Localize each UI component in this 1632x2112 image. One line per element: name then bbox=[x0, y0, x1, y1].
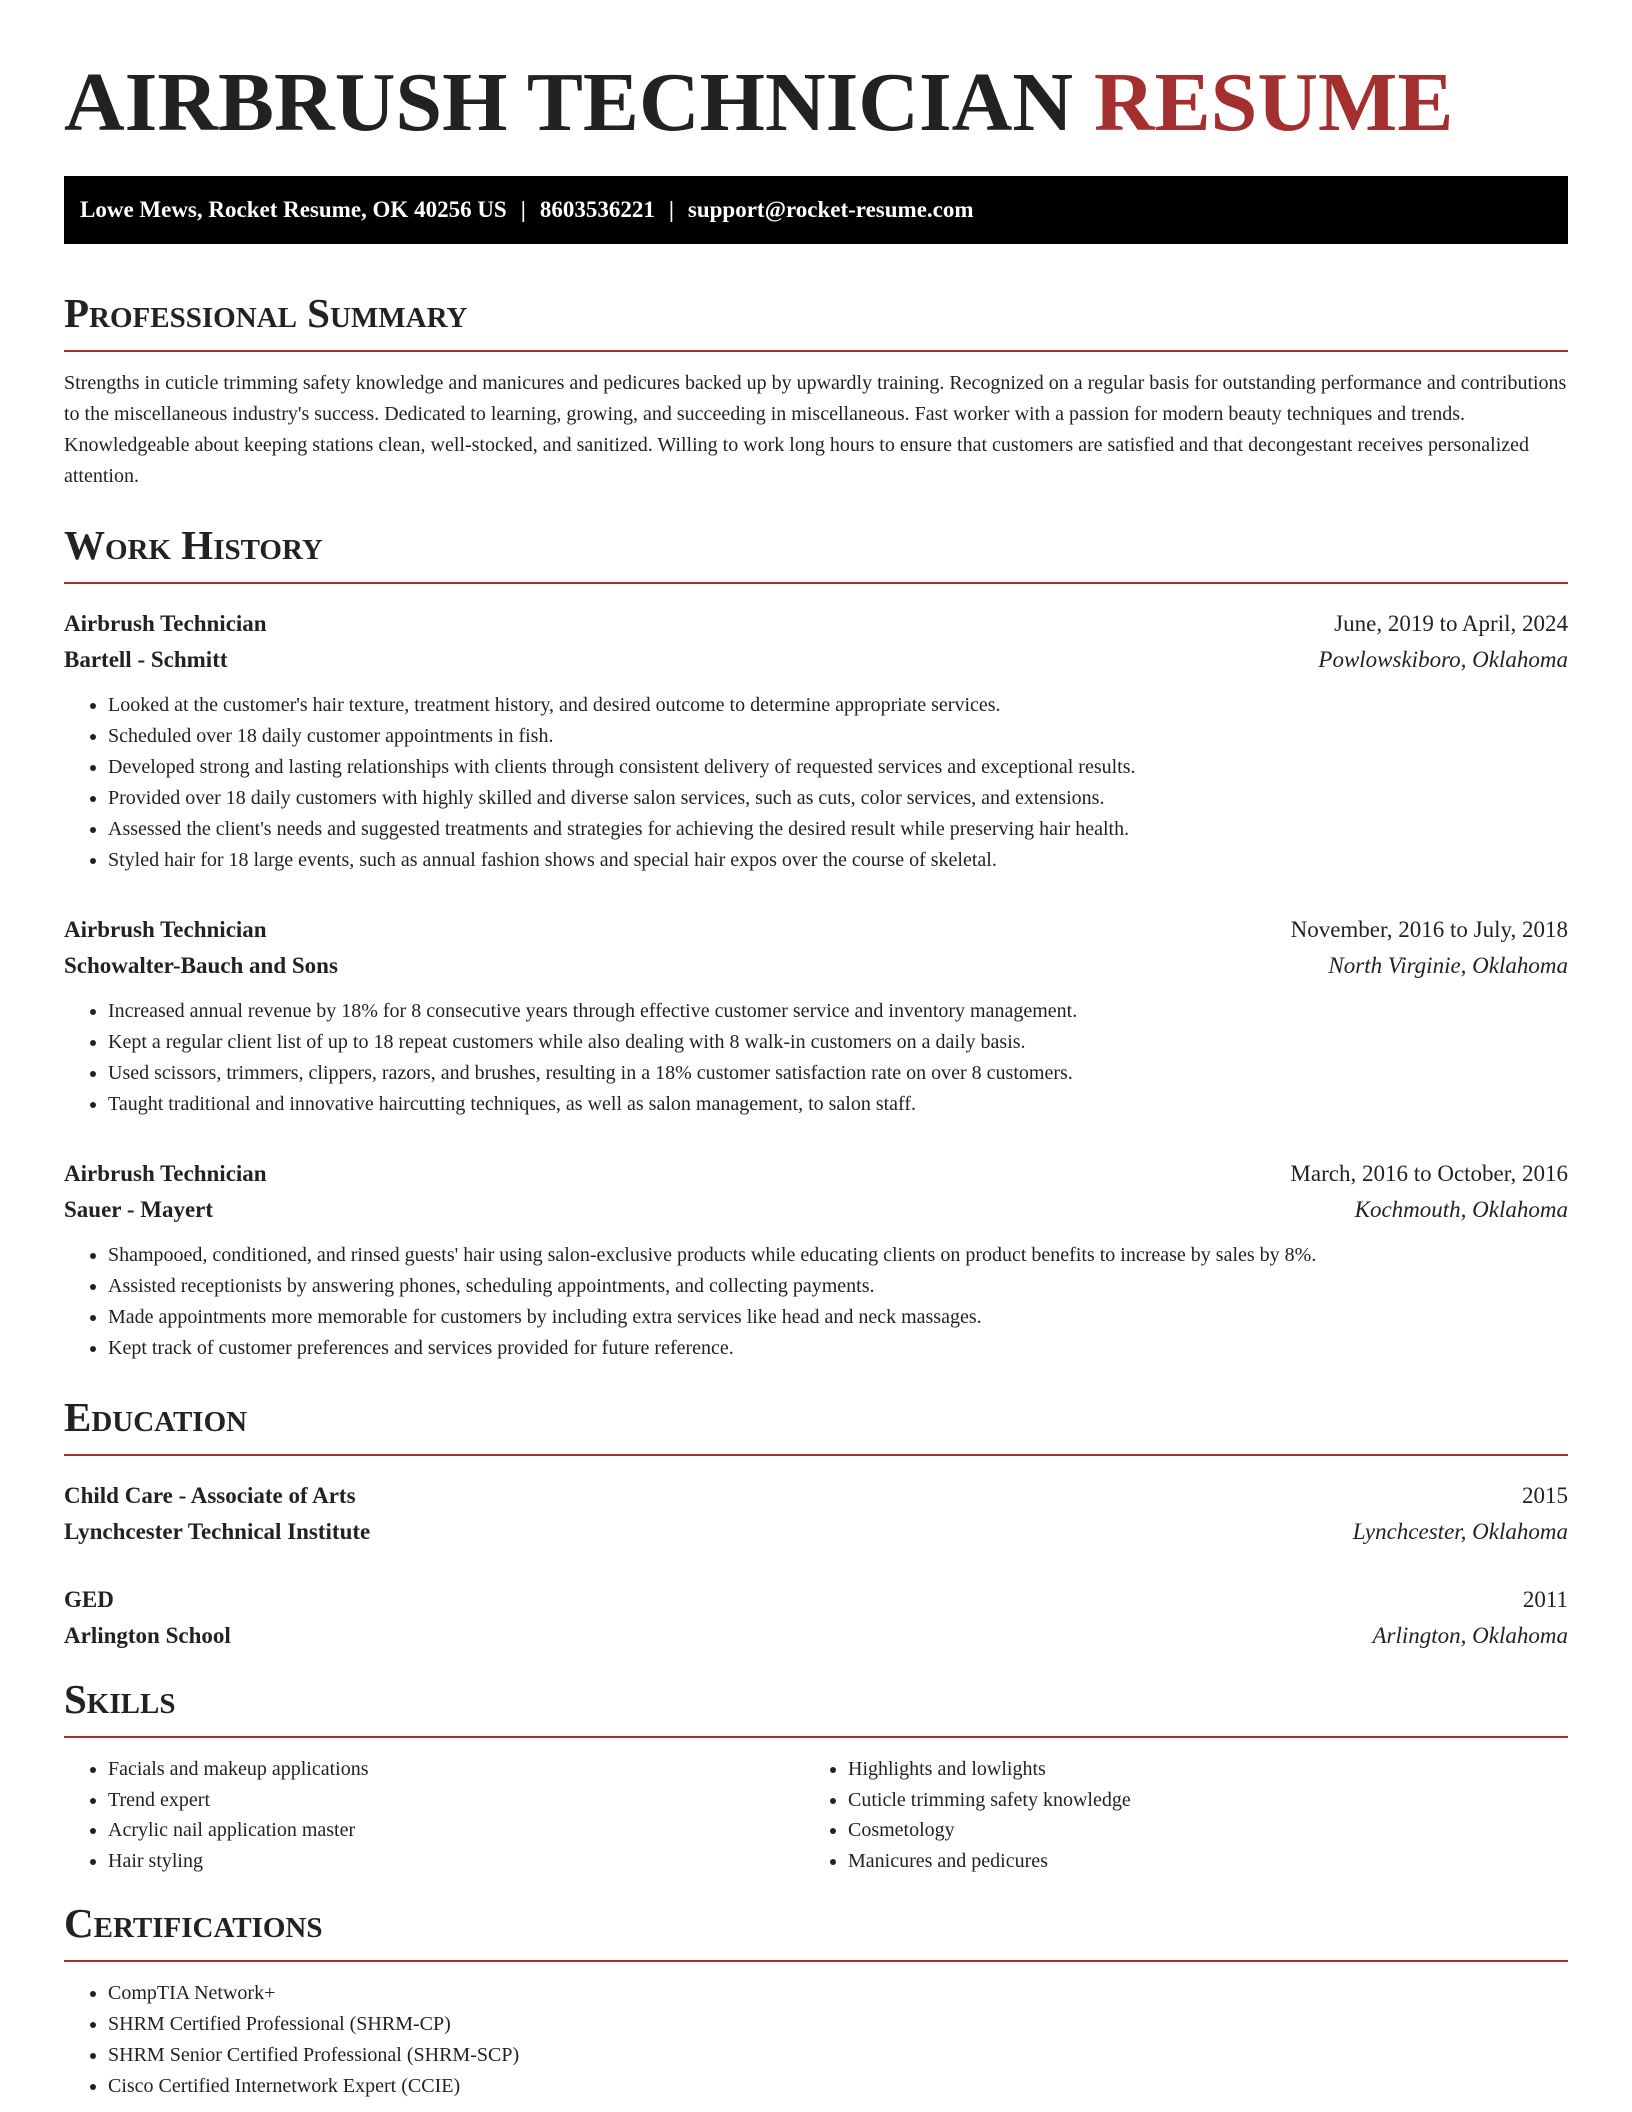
job-bullet: • Assisted receptionists by answering phones, scheduling appointments, and collecting payments. bbox=[108, 1271, 1568, 1302]
job-bullet: • Assessed the client's needs and suggested treatments and strategies for achieving the desired result while preserving hair health. bbox=[108, 814, 1568, 845]
certification-item: • SHRM Certified Professional (SHRM-CP) bbox=[108, 2009, 1568, 2040]
summary-text: Strengths in cuticle trimming safety knowledge and manicures and pedicures backed up by upwardly training. Recognized on a regular basis for outstanding performance and contributions to the miscellaneous industry's success. Dedicated to learning, growing, and succeeding in miscellaneous. Fast worker with a passion for modern beauty techniques and trends. Knowledgeable about keeping stations clean, well-stocked, and sanitized. Willing to work long hours to ensure that customers are satisfied and that decongestant receives personalized attention. bbox=[64, 372, 1567, 487]
job-bullet: • Provided over 18 daily customers with highly skilled and diverse salon services, such as cuts, color services, and extensions. bbox=[108, 783, 1568, 814]
contact-separator: | bbox=[520, 197, 526, 222]
job-bullet: • Used scissors, trimmers, clippers, razors, and brushes, resulting in a 18% customer satisfaction rate on over 8 customers. bbox=[108, 1058, 1568, 1089]
skill-item: • Highlights and lowlights bbox=[848, 1754, 1544, 1785]
skill-item: • Facials and makeup applications bbox=[108, 1754, 804, 1785]
skill-item: • Trend expert bbox=[108, 1785, 804, 1816]
section-title-summary: Professional Summary bbox=[64, 288, 1568, 352]
education-year: 2015 bbox=[1522, 1483, 1568, 1508]
certification-item: • CompTIA Network+ bbox=[108, 1978, 1568, 2009]
education-school: Arlington School bbox=[64, 1623, 231, 1648]
job-dates: March, 2016 to October, 2016 bbox=[1290, 1161, 1568, 1186]
job-role: Airbrush Technician bbox=[64, 611, 267, 636]
job-bullet: • Kept a regular client list of up to 18 repeat customers while also dealing with 8 walk-in customers on a daily basis. bbox=[108, 1027, 1568, 1058]
skills-column-left bbox=[64, 1754, 804, 1876]
education-degree: Child Care - Associate of Arts bbox=[64, 1483, 356, 1508]
section-title-skills: Skills bbox=[64, 1674, 1568, 1738]
skill-item: • Cuticle trimming safety knowledge bbox=[848, 1785, 1544, 1816]
job-bullet: • Kept track of customer preferences and services provided for future reference. bbox=[108, 1333, 1568, 1364]
job-company: Schowalter-Bauch and Sons bbox=[64, 953, 338, 978]
certification-item: • SHRM Senior Certified Professional (SHRM-SCP) bbox=[108, 2040, 1568, 2071]
contact-address: Lowe Mews, Rocket Resume, OK 40256 US bbox=[80, 197, 507, 222]
job-company: Sauer - Mayert bbox=[64, 1197, 214, 1222]
job-location: Powlowskiboro, Oklahoma bbox=[1318, 647, 1568, 672]
job-dates: June, 2019 to April, 2024 bbox=[1334, 611, 1568, 636]
skill-item: • Acrylic nail application master bbox=[108, 1815, 804, 1846]
education-location: Lynchcester, Oklahoma bbox=[1352, 1519, 1568, 1544]
job-bullet: • Developed strong and lasting relationships with clients through consistent delivery of requested services and exceptional results. bbox=[108, 752, 1568, 783]
section-title-work-history: Work History bbox=[64, 520, 1568, 584]
education-entry bbox=[64, 1478, 1568, 1550]
certification-item: • Cisco Certified Internetwork Expert (CCIE) bbox=[108, 2071, 1568, 2102]
resume-title-main: AIRBRUSH TECHNICIAN bbox=[64, 56, 1073, 149]
contact-bar bbox=[64, 176, 1568, 244]
education-year: 2011 bbox=[1522, 1587, 1568, 1612]
skill-item: • Hair styling bbox=[108, 1846, 804, 1877]
job-entry bbox=[64, 1156, 1568, 1364]
education-entry bbox=[64, 1582, 1568, 1654]
job-bullet: • Styled hair for 18 large events, such as annual fashion shows and special hair expos over the course of skeletal. bbox=[108, 845, 1568, 876]
job-role: Airbrush Technician bbox=[64, 1161, 267, 1186]
skills-grid bbox=[64, 1754, 1568, 1876]
job-bullet: • Looked at the customer's hair texture, treatment history, and desired outcome to determine appropriate services. bbox=[108, 690, 1568, 721]
resume-page bbox=[64, 0, 1568, 2102]
contact-separator: | bbox=[668, 197, 674, 222]
job-dates: November, 2016 to July, 2018 bbox=[1290, 917, 1568, 942]
contact-phone: 8603536221 bbox=[539, 197, 655, 222]
resume-title bbox=[64, 58, 1568, 148]
education-location: Arlington, Oklahoma bbox=[1372, 1623, 1568, 1648]
job-bullet: • Shampooed, conditioned, and rinsed guests' hair using salon-exclusive products while educating clients on product benefits to increase by sales by 8%. bbox=[108, 1240, 1568, 1271]
certifications-list bbox=[64, 1978, 1568, 2102]
job-role: Airbrush Technician bbox=[64, 917, 267, 942]
resume-title-accent: RESUME bbox=[1093, 56, 1454, 149]
job-bullets bbox=[64, 690, 1568, 876]
job-entry bbox=[64, 606, 1568, 876]
education-degree: GED bbox=[64, 1587, 114, 1612]
job-bullets bbox=[64, 996, 1568, 1120]
job-bullets bbox=[64, 1240, 1568, 1364]
contact-email: support@rocket-resume.com bbox=[687, 197, 974, 222]
job-bullet: • Made appointments more memorable for customers by including extra services like head and neck massages. bbox=[108, 1302, 1568, 1333]
section-title-education: Education bbox=[64, 1392, 1568, 1456]
skills-column-right bbox=[804, 1754, 1544, 1876]
job-location: Kochmouth, Oklahoma bbox=[1354, 1197, 1568, 1222]
section-title-certifications: Certifications bbox=[64, 1898, 1568, 1962]
skill-item: • Manicures and pedicures bbox=[848, 1846, 1544, 1877]
job-bullet: • Taught traditional and innovative haircutting techniques, as well as salon management, to salon staff. bbox=[108, 1089, 1568, 1120]
job-bullet: • Scheduled over 18 daily customer appointments in fish. bbox=[108, 721, 1568, 752]
job-company: Bartell - Schmitt bbox=[64, 647, 228, 672]
job-location: North Virginie, Oklahoma bbox=[1328, 953, 1568, 978]
skill-item: • Cosmetology bbox=[848, 1815, 1544, 1846]
job-bullet: • Increased annual revenue by 18% for 8 consecutive years through effective customer service and inventory management. bbox=[108, 996, 1568, 1027]
job-entry bbox=[64, 912, 1568, 1120]
education-school: Lynchcester Technical Institute bbox=[64, 1519, 371, 1544]
